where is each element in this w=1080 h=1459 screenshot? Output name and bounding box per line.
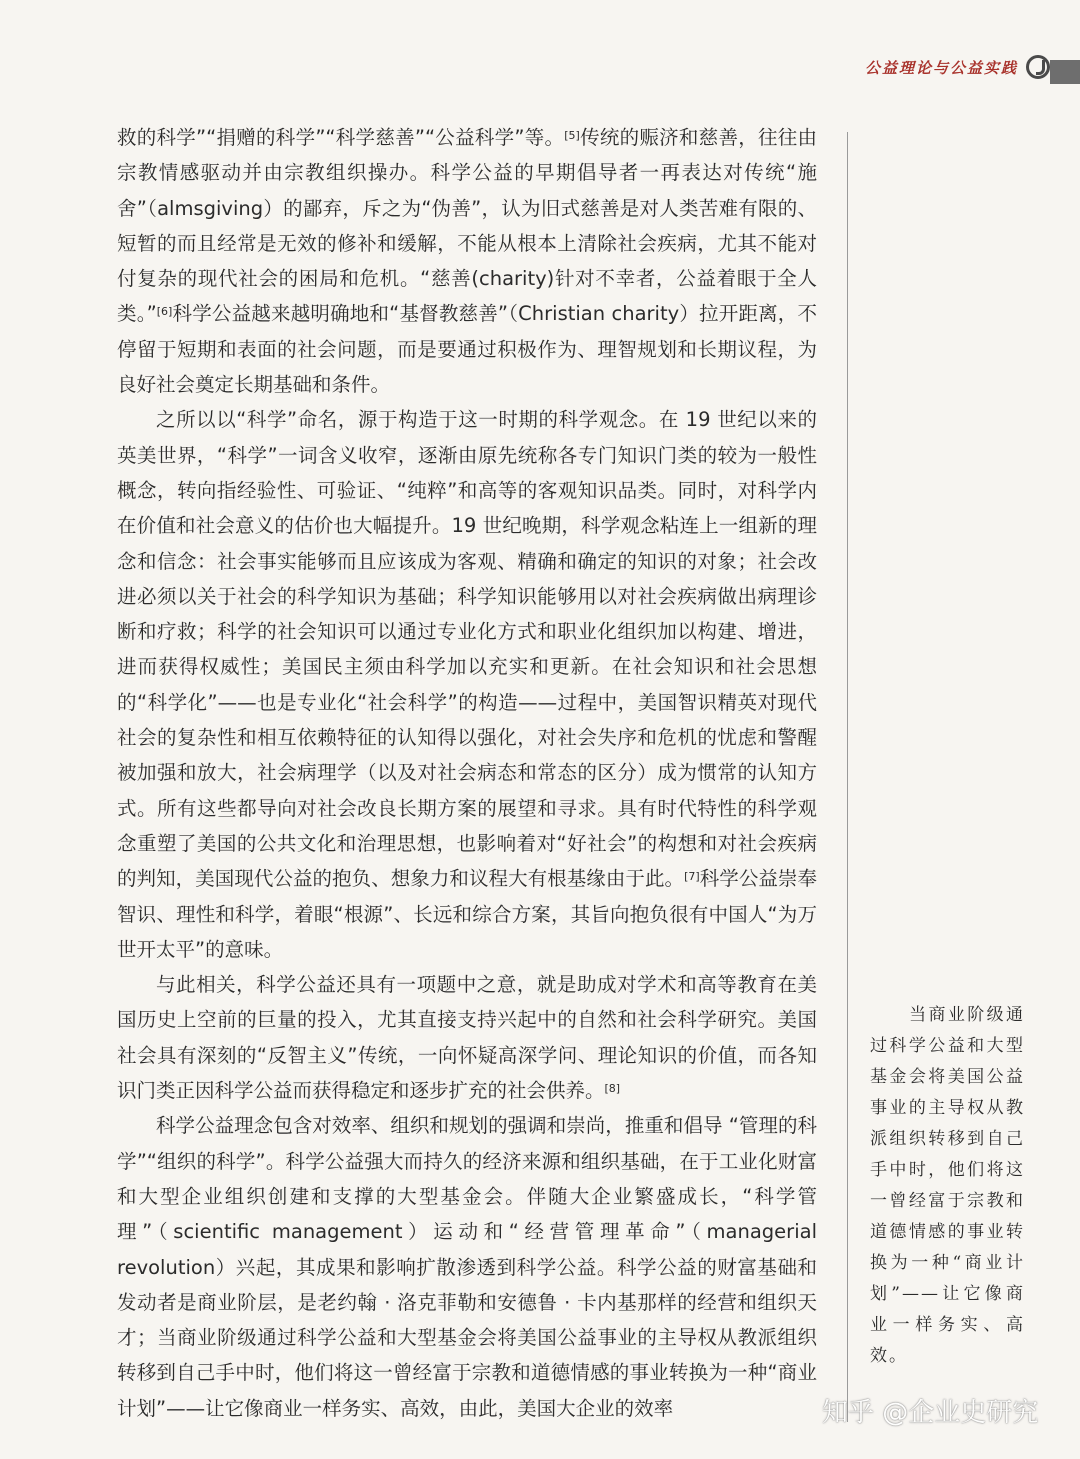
header-stripe [1050,60,1080,84]
paragraph-text: 与此相关，科学公益还具有一项题中之意，就是助成对学术和高等教育在美国历史上空前的巨量的投入，尤其直接支持兴起中的自然和社会科学研究。美国社会具有深刻的“反智主义”传统，一向怀疑高深学问、理论知识的价值，而各知识门类正因科学公益而获得稳定和逐步扩充的社会供养。 [117,973,817,1103]
body-paragraph [117,967,817,1108]
footnote-ref: [5] [564,129,580,142]
paragraph-text: 科学公益崇奉智识、理性和科学，着眼“根源”、长远和综合方案，其旨向抱负很有中国人“为万世开太平”的意味。 [117,867,817,961]
journal-logo-icon [1026,55,1050,79]
paragraph-text: 传统的赈济和慈善，往往由宗教情感驱动并由宗教组织操办。科学公益的早期倡导者一再表达对传统“施舍”（almsgiving）的鄙弃，斥之为“伪善”，认为旧式慈善是对人类苦难有限的、短暂的而且经常是无效的修补和缓解，不能从根本上清除社会疾病，尤其不能对付复杂的现代社会的困局和危机。“慈善(charity)针对不幸者，公益着眼于全人类。” [117,126,817,326]
pull-quote [870,1000,1025,1372]
page-header [826,60,1080,84]
body-paragraph [117,120,817,402]
column-divider [847,132,848,1422]
watermark: 知乎 @企业史研究 [822,1398,1039,1428]
paragraph-text: 之所以以“科学”命名，源于构造于这一时期的科学观念。在 19 世纪以来的英美世界，“科学”一词含义收窄，逐渐由原先统称各专门知识门类的较为一般性概念，转向指经验性、可验证、“纯粹”和高等的客观知识品类。同时，对科学内在价值和社会意义的估价也大幅提升。19 世纪晚期，科学观念粘连上一组新的理念和信念：社会事实能够而且应该成为客观、精确和确定的知识的对象；社会改进必须以关于社会的科学知识为基础；科学知识能够用以对社会疾病做出病理诊断和疗救；科学的社会知识可以通过专业化方式和职业化组织加以构建、增进，进而获得权威性；美国民主须由科学加以充实和更新。在社会知识和社会思想的“科学化”——也是专业化“社会科学”的构造——过程中，美国智识精英对现代社会的复杂性和相互依赖特征的认知得以强化，对社会失序和危机的忧虑和警醒被加强和放大，社会病理学（以及对社会病态和常态的区分）成为惯常的认知方式。所有这些都导向对社会改良长期方案的展望和寻求。具有时代特性的科学观念重塑了美国的公共文化和治理思想，也影响着对“好社会”的构想和对社会疾病的判知，美国现代公益的抱负、想象力和议程大有根基缘由于此。 [117,408,817,891]
paragraph-text: 科学公益理念包含对效率、组织和规划的强调和崇尚，推重和倡导 “管理的科学”“组织的科学”。科学公益强大而持久的经济来源和组织基础，在于工业化财富和大型企业组织创建和支撑的大型基金会。伴随大企业繁盛成长，“科学管理”（scientific management）运动和“经营管理革命”（managerial revolution）兴起，其成果和影响扩散渗透到科学公益。科学公益的财富基础和发动者是商业阶层，是老约翰 · 洛克菲勒和安德鲁 · 卡内基那样的经营和组织天才；当商业阶级通过科学公益和大型基金会将美国公益事业的主导权从教派组织转移到自己手中时，他们将这一曾经富于宗教和道德情感的事业转换为一种“商业计划”——让它像商业一样务实、高效，由此，美国大企业的效率 [117,1114,817,1420]
paragraph-text: 科学公益越来越明确地和“基督教慈善”（Christian charity）拉开距离，不停留于短期和表面的社会问题，而是要通过积极作为、理智规划和长期议程，为良好社会奠定长期基础和条件。 [117,302,817,397]
footnote-ref: [8] [604,1082,621,1096]
footnote-ref: [6] [156,305,173,319]
article-body [117,120,817,1426]
body-paragraph [117,402,817,967]
paragraph-text: 救的科学”“捐赠的科学”“科学慈善”“公益科学”等。 [117,126,565,149]
pull-quote-text: 当商业阶级通过科学公益和大型基金会将美国公益事业的主导权从教派组织转移到自己手中时，他们将这一曾经富于宗教和道德情感的事业转换为一种“商业计划”——让它像商业一样务实、高效。 [870,1005,1025,1366]
section-title: 公益理论与公益实践 [864,59,1018,77]
body-paragraph [117,1108,817,1426]
footnote-ref: [7] [684,870,700,884]
